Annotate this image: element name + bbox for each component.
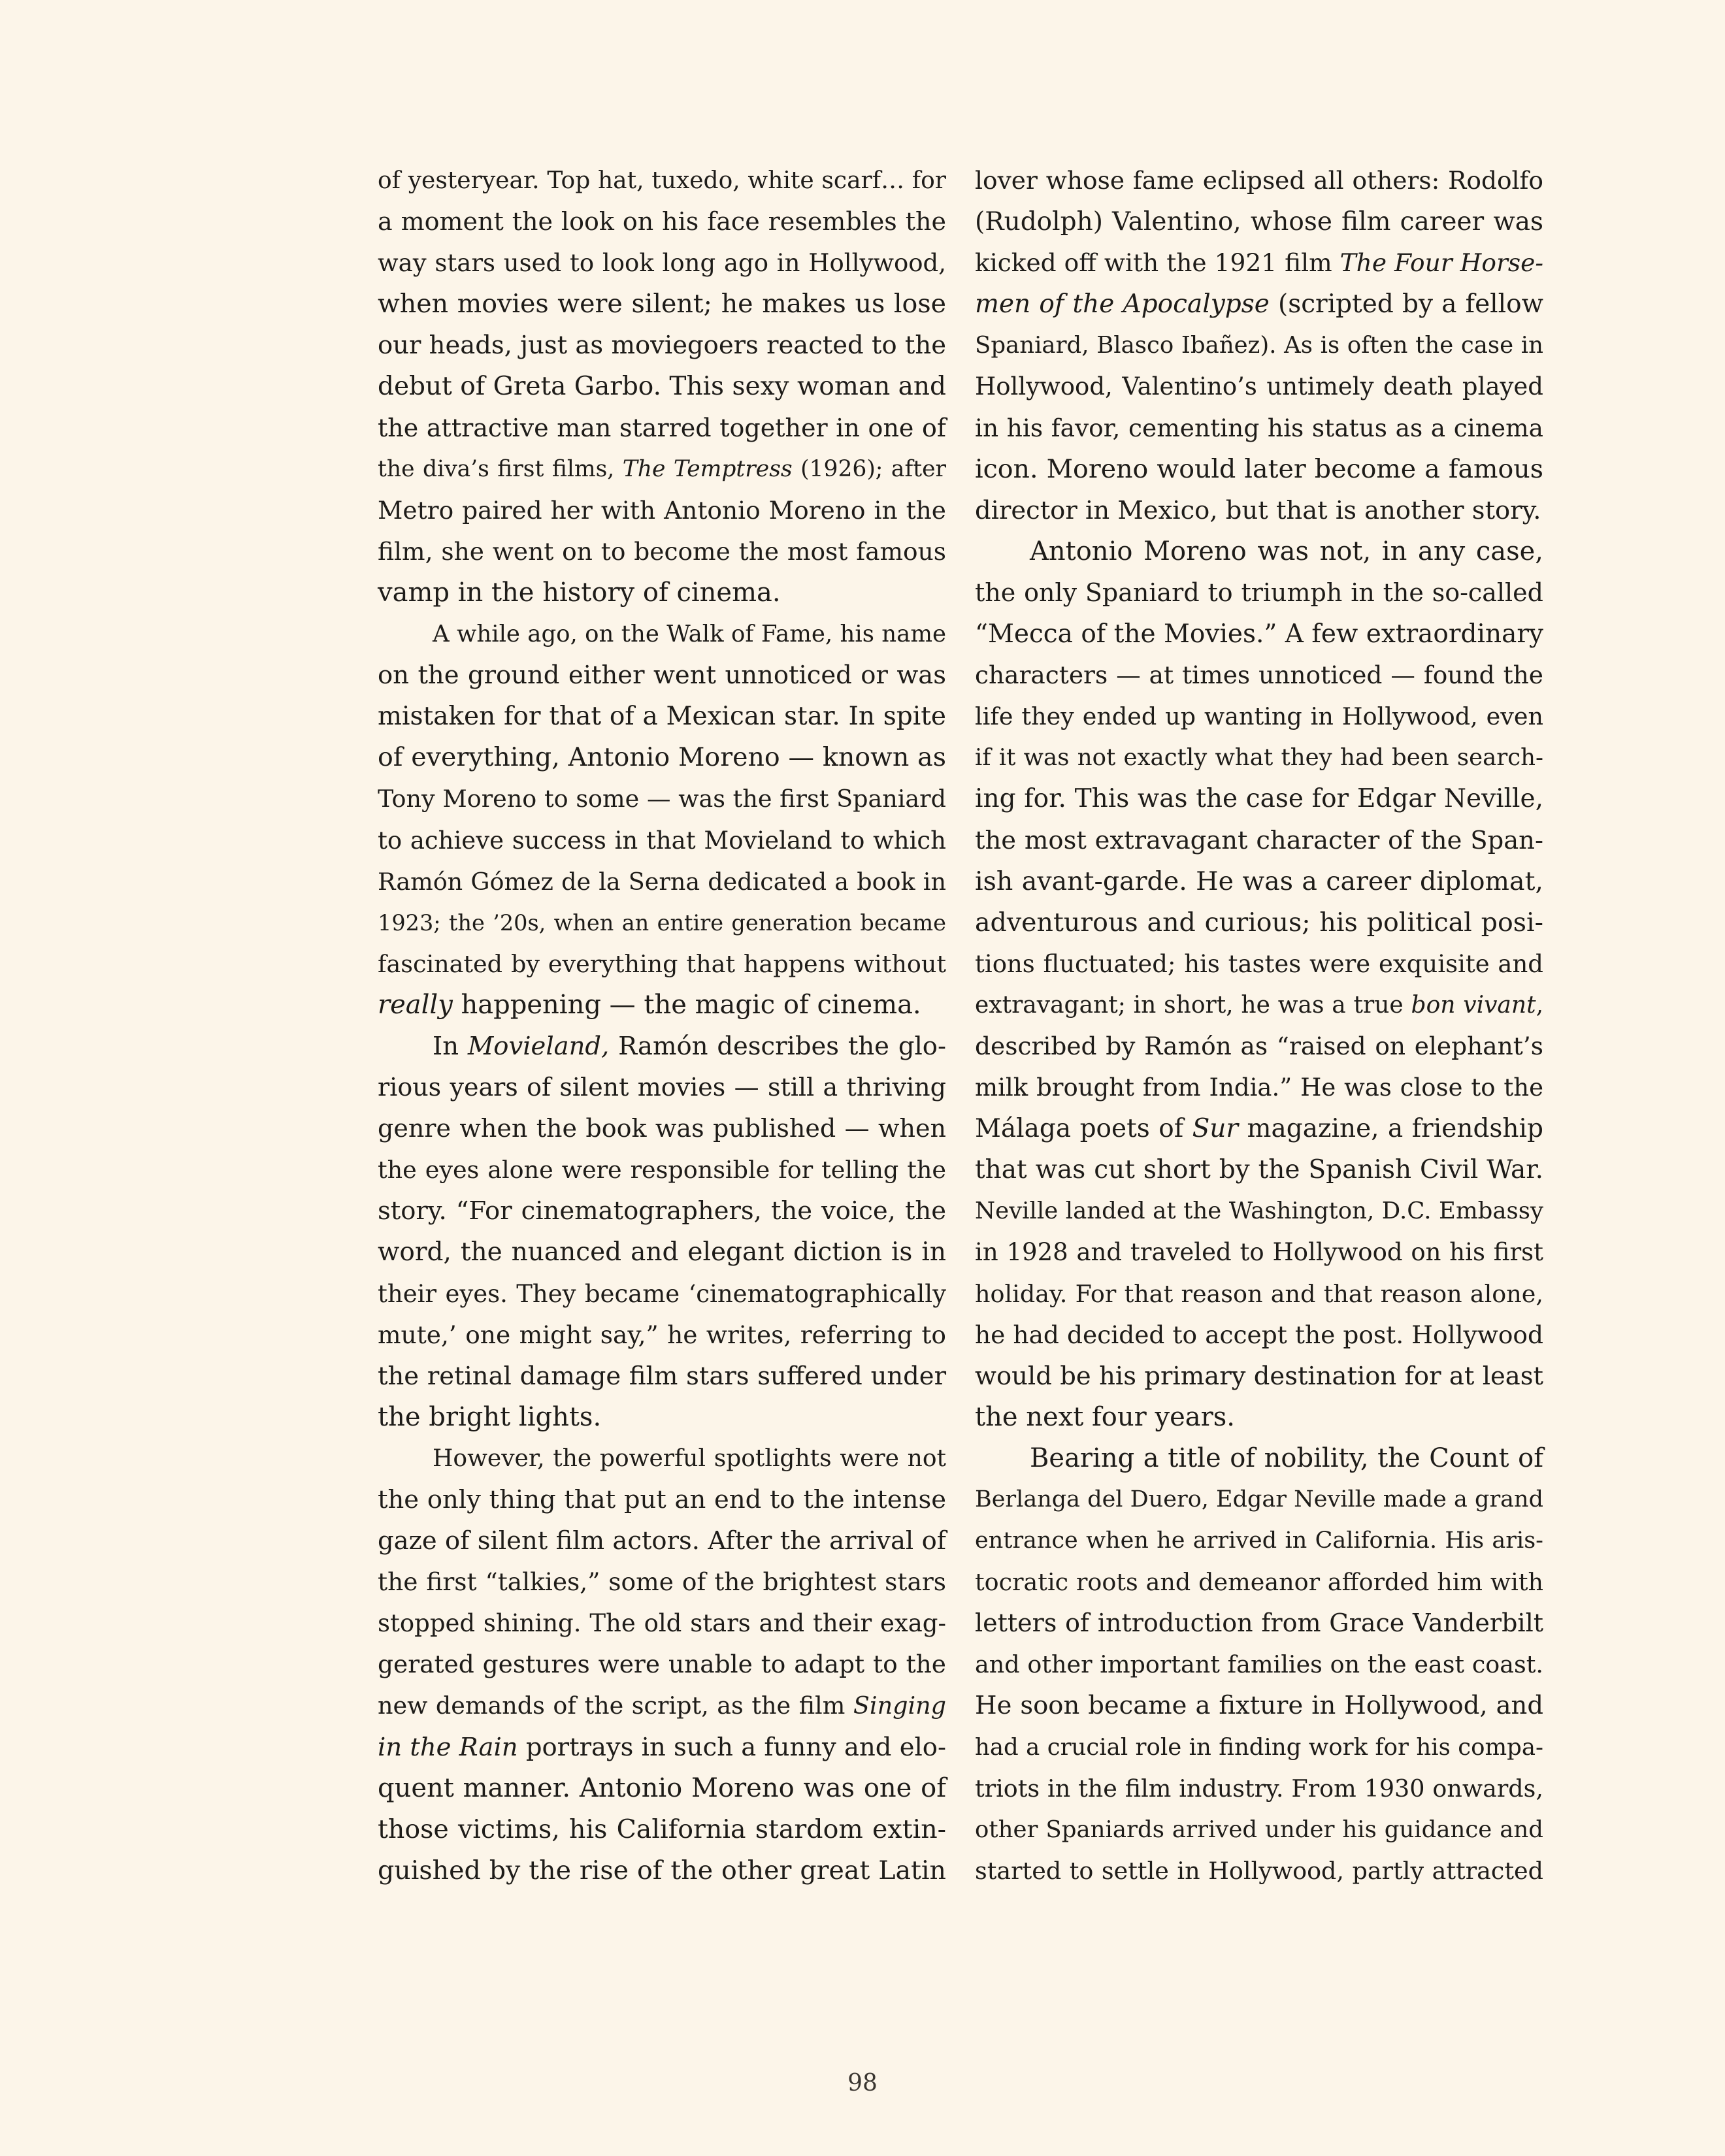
text-line bbox=[378, 160, 946, 201]
text-run: Spaniard, Blasco Ibañez). As is often the case in bbox=[975, 332, 1543, 359]
text-run: way stars used to look long ago in Hollywood, bbox=[378, 249, 946, 278]
text-run: the diva’s first films, bbox=[378, 455, 623, 482]
text-line bbox=[378, 613, 946, 655]
text-run: rious years of silent movies — still a thriving bbox=[378, 1073, 946, 1102]
text-line bbox=[378, 1273, 946, 1315]
text-line bbox=[975, 861, 1543, 902]
text-run: letters of introduction from Grace Vanderbilt bbox=[975, 1609, 1543, 1638]
text-line bbox=[975, 1685, 1543, 1726]
text-line bbox=[975, 490, 1543, 531]
text-line bbox=[975, 985, 1543, 1026]
text-line bbox=[378, 985, 946, 1026]
text-run: he had decided to accept the post. Hollywood bbox=[975, 1320, 1543, 1349]
text-line bbox=[975, 531, 1543, 572]
text-line bbox=[378, 1315, 946, 1356]
text-run: the most extravagant character of the Span- bbox=[975, 825, 1543, 855]
text-run: and other important families on the east coast. bbox=[975, 1650, 1543, 1679]
text-run: those victims, his California stardom extin- bbox=[378, 1814, 946, 1844]
text-line bbox=[975, 902, 1543, 943]
text-line bbox=[975, 1232, 1543, 1273]
text-run: in 1928 and traveled to Hollywood on his first bbox=[975, 1238, 1543, 1267]
text-line bbox=[975, 1190, 1543, 1232]
text-line bbox=[975, 696, 1543, 737]
text-run: film, she went on to become the most famous bbox=[378, 536, 946, 566]
text-line bbox=[378, 737, 946, 778]
text-run: However, the powerful spotlights were not bbox=[433, 1445, 946, 1472]
text-run: in his favor, cementing his status as a cinema bbox=[975, 413, 1543, 442]
text-run: adventurous and curious; his political posi- bbox=[975, 907, 1543, 938]
text-line bbox=[975, 325, 1543, 366]
italic-text: The Four Horse- bbox=[1339, 248, 1543, 278]
text-run: A while ago, on the Walk of Fame, his name bbox=[433, 621, 946, 648]
text-run: genre when the book was published — when bbox=[378, 1114, 946, 1143]
text-run: Antonio Moreno was not, in any case, bbox=[1030, 536, 1543, 566]
text-line bbox=[975, 284, 1543, 325]
text-line bbox=[378, 943, 946, 985]
text-line bbox=[378, 1232, 946, 1273]
text-line bbox=[975, 1850, 1543, 1891]
text-line bbox=[378, 778, 946, 819]
text-run: milk brought from India.” He was close to the bbox=[975, 1073, 1543, 1102]
text-run: the attractive man starred together in one of bbox=[378, 413, 946, 442]
text-line bbox=[378, 1108, 946, 1149]
text-run: ing for. This was the case for Edgar Neville, bbox=[975, 784, 1543, 814]
text-line bbox=[378, 1644, 946, 1685]
text-line bbox=[975, 1438, 1543, 1479]
text-run: life they ended up wanting in Hollywood, even bbox=[975, 702, 1543, 731]
text-run: the eyes alone were responsible for telling the bbox=[378, 1156, 946, 1184]
page-number: 98 bbox=[847, 2070, 878, 2097]
text-run: other Spaniards arrived under his guidance and bbox=[975, 1816, 1543, 1843]
text-run: He soon became a fixture in Hollywood, and bbox=[975, 1691, 1543, 1721]
text-run: debut of Greta Garbo. This sexy woman and bbox=[378, 372, 946, 402]
text-run: fascinated by everything that happens without bbox=[378, 949, 946, 978]
text-line bbox=[378, 1479, 946, 1520]
text-run: triots in the film industry. From 1930 onwards, bbox=[975, 1774, 1543, 1803]
text-line bbox=[975, 1644, 1543, 1685]
text-run: tocratic roots and demeanor afforded him with bbox=[975, 1568, 1543, 1597]
text-run: Tony Moreno to some — was the first Spaniard bbox=[378, 785, 946, 813]
text-run: new demands of the script, as the film bbox=[378, 1691, 853, 1720]
italic-text: in the Rain bbox=[378, 1732, 518, 1762]
text-line bbox=[378, 1356, 946, 1397]
text-line bbox=[378, 201, 946, 242]
text-line bbox=[975, 408, 1543, 449]
text-line bbox=[378, 1026, 946, 1067]
text-run: (Rudolph) Valentino, whose film career was bbox=[975, 207, 1543, 237]
text-run: magazine, a friendship bbox=[1238, 1114, 1543, 1144]
text-line bbox=[378, 366, 946, 407]
text-run: Ramón Gómez de la Serna dedicated a book in bbox=[378, 867, 946, 896]
text-line bbox=[975, 1067, 1543, 1108]
italic-text: The Temptress bbox=[622, 455, 793, 482]
text-run: Málaga poets of bbox=[975, 1114, 1192, 1144]
text-line bbox=[975, 820, 1543, 861]
text-line bbox=[975, 572, 1543, 613]
text-line bbox=[378, 242, 946, 284]
text-line bbox=[378, 861, 946, 902]
text-line bbox=[378, 449, 946, 490]
text-line bbox=[378, 696, 946, 737]
text-line bbox=[378, 1768, 946, 1809]
text-line bbox=[378, 1397, 946, 1438]
text-run: of yesteryear. Top hat, tuxedo, white scarf… for bbox=[378, 167, 946, 194]
text-line bbox=[975, 1397, 1543, 1438]
text-run: the only Spaniard to triumph in the so-called bbox=[975, 578, 1543, 607]
italic-text: Movieland, bbox=[467, 1031, 610, 1061]
text-run: , bbox=[1536, 991, 1544, 1019]
text-run: to achieve success in that Movieland to which bbox=[378, 826, 946, 855]
italic-text: men of the Apocalypse bbox=[975, 289, 1270, 319]
text-run: characters — at times unnoticed — found the bbox=[975, 661, 1543, 690]
text-line bbox=[975, 242, 1543, 284]
text-run: happening — the magic of cinema. bbox=[452, 989, 921, 1020]
text-run: Ramón describes the glo- bbox=[609, 1031, 946, 1061]
text-run: the only thing that put an end to the intense bbox=[378, 1485, 946, 1514]
text-line bbox=[975, 366, 1543, 407]
text-run: started to settle in Hollywood, partly attracted bbox=[975, 1856, 1543, 1885]
text-run: would be his primary destination for at least bbox=[975, 1361, 1543, 1391]
text-line bbox=[975, 1561, 1543, 1603]
text-line bbox=[378, 1438, 946, 1479]
text-line bbox=[378, 902, 946, 943]
text-line bbox=[975, 1026, 1543, 1067]
text-run: the first “talkies,” some of the brightest stars bbox=[378, 1567, 946, 1597]
italic-text: Sur bbox=[1192, 1114, 1239, 1144]
text-line bbox=[975, 1315, 1543, 1356]
text-line bbox=[975, 201, 1543, 242]
text-line bbox=[975, 778, 1543, 819]
text-run: when movies were silent; he makes us lose bbox=[378, 289, 946, 319]
text-line bbox=[378, 1727, 946, 1768]
text-line bbox=[975, 1603, 1543, 1644]
text-line bbox=[975, 1149, 1543, 1190]
text-run: a moment the look on his face resembles the bbox=[378, 207, 946, 237]
text-line bbox=[975, 1108, 1543, 1149]
text-line bbox=[975, 449, 1543, 490]
italic-text: bon vivant bbox=[1411, 991, 1536, 1019]
text-run: In bbox=[433, 1031, 468, 1061]
text-line bbox=[975, 613, 1543, 655]
text-run: 1923; the ’20s, when an entire generation became bbox=[378, 909, 946, 936]
text-run: word, the nuanced and elegant diction is in bbox=[378, 1237, 946, 1267]
text-line bbox=[378, 1520, 946, 1561]
text-line bbox=[975, 943, 1543, 985]
text-run: “Mecca of the Movies.” A few extraordinary bbox=[975, 619, 1543, 649]
text-line bbox=[975, 1727, 1543, 1768]
text-run: ish avant-garde. He was a career diplomat, bbox=[975, 866, 1543, 896]
text-run: the retinal damage film stars suffered under bbox=[378, 1361, 946, 1391]
text-run: portrays in such a funny and elo- bbox=[518, 1732, 946, 1762]
text-line bbox=[378, 1603, 946, 1644]
text-run: quent manner. Antonio Moreno was one of bbox=[378, 1772, 946, 1803]
text-line bbox=[378, 1850, 946, 1891]
text-run: if it was not exactly what they had been search- bbox=[975, 744, 1543, 772]
text-run: (1926); after bbox=[792, 455, 947, 482]
text-line bbox=[378, 325, 946, 366]
text-line bbox=[378, 655, 946, 696]
text-line bbox=[378, 1561, 946, 1603]
text-run: lover whose fame eclipsed all others: Rodolfo bbox=[975, 166, 1543, 195]
text-run: Neville landed at the Washington, D.C. Embassy bbox=[975, 1198, 1543, 1225]
text-run: story. “For cinematographers, the voice, the bbox=[378, 1196, 946, 1226]
text-run: that was cut short by the Spanish Civil War. bbox=[975, 1155, 1543, 1185]
text-line bbox=[378, 531, 946, 572]
text-line bbox=[975, 1809, 1543, 1850]
italic-text: really bbox=[378, 989, 453, 1020]
text-run: (scripted by a fellow bbox=[1269, 289, 1543, 319]
text-run: guished by the rise of the other great Latin bbox=[378, 1855, 946, 1886]
text-run: kicked off with the 1921 film bbox=[975, 248, 1340, 278]
text-run: icon. Moreno would later become a famous bbox=[975, 453, 1543, 484]
text-line bbox=[378, 1685, 946, 1726]
text-run: gaze of silent film actors. After the arrival of bbox=[378, 1526, 946, 1556]
text-run: mute,’ one might say,” he writes, referring to bbox=[378, 1320, 946, 1349]
text-line bbox=[975, 1768, 1543, 1809]
text-run: mistaken for that of a Mexican star. In spite bbox=[378, 702, 946, 732]
text-run: extravagant; in short, he was a true bbox=[975, 991, 1411, 1019]
text-run: the next four years. bbox=[975, 1401, 1235, 1432]
text-column-right bbox=[975, 160, 1543, 1891]
text-line bbox=[378, 1067, 946, 1108]
text-column-left bbox=[378, 160, 946, 1891]
text-run: entrance when he arrived in California. His aris- bbox=[975, 1527, 1543, 1554]
text-line bbox=[378, 1149, 946, 1190]
text-line bbox=[975, 160, 1543, 201]
text-line bbox=[378, 408, 946, 449]
text-run: our heads, just as moviegoers reacted to the bbox=[378, 331, 946, 361]
text-line bbox=[378, 820, 946, 861]
text-run: their eyes. They became ‘cinematographically bbox=[378, 1279, 946, 1308]
text-run: tions fluctuated; his tastes were exquisite and bbox=[975, 949, 1543, 978]
text-run: on the ground either went unnoticed or was bbox=[378, 661, 946, 691]
text-run: Metro paired her with Antonio Moreno in the bbox=[378, 495, 946, 525]
text-line bbox=[378, 284, 946, 325]
text-line bbox=[378, 572, 946, 613]
text-run: had a crucial role in finding work for his compa- bbox=[975, 1733, 1543, 1761]
text-line bbox=[975, 1356, 1543, 1397]
text-line bbox=[975, 1479, 1543, 1520]
text-run: described by Ramón as “raised on elephant’s bbox=[975, 1031, 1543, 1060]
text-line bbox=[378, 1809, 946, 1850]
text-run: Berlanga del Duero, Edgar Neville made a grand bbox=[975, 1486, 1543, 1512]
text-run: the bright lights. bbox=[378, 1401, 602, 1432]
text-run: vamp in the history of cinema. bbox=[378, 577, 781, 608]
text-run: gerated gestures were unable to adapt to the bbox=[378, 1650, 946, 1679]
text-run: director in Mexico, but that is another story. bbox=[975, 495, 1541, 525]
text-line bbox=[378, 490, 946, 531]
text-run: Hollywood, Valentino’s untimely death played bbox=[975, 372, 1543, 401]
italic-text: Singing bbox=[853, 1691, 946, 1720]
text-line bbox=[975, 1520, 1543, 1561]
text-run: holiday. For that reason and that reason alone, bbox=[975, 1279, 1543, 1308]
text-run: Bearing a title of nobility, the Count of bbox=[1030, 1443, 1543, 1473]
text-line bbox=[975, 737, 1543, 778]
text-line bbox=[378, 1190, 946, 1232]
text-run: of everything, Antonio Moreno — known as bbox=[378, 742, 946, 773]
text-run: stopped shining. The old stars and their exag- bbox=[378, 1609, 946, 1638]
text-line bbox=[975, 1273, 1543, 1315]
text-line bbox=[975, 655, 1543, 696]
